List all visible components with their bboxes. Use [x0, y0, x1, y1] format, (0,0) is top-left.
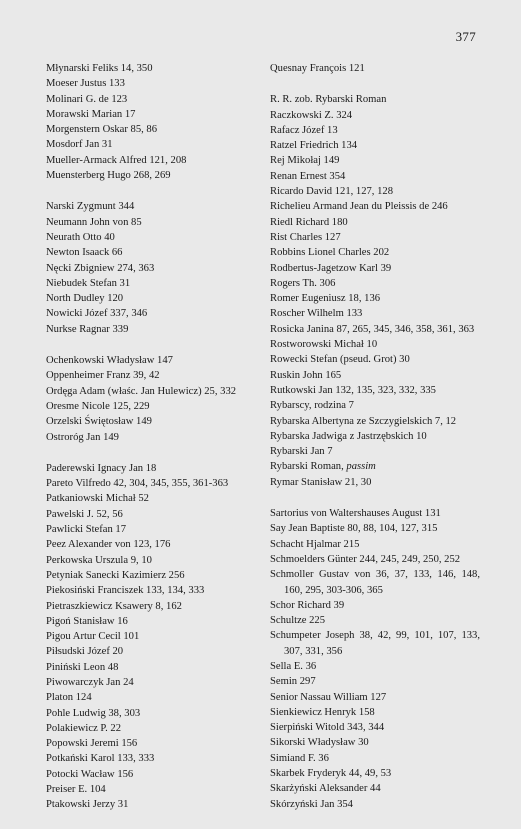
index-column-left [46, 61, 256, 829]
index-entry: Mosdorf Jan 31 [46, 139, 113, 151]
index-entry-name: Rybarski Roman, [270, 461, 344, 473]
index-entry: Rymar Stanisław 21, 30 [270, 476, 372, 488]
index-entry: Skarżyński Aleksander 44 [270, 783, 381, 795]
index-entry: Senior Nassau William 127 [270, 691, 387, 703]
index-entry: Roscher Wilhelm 133 [270, 308, 363, 320]
index-entry: Potkański Karol 133, 333 [46, 753, 155, 765]
index-entry: Sierpiński Witold 343, 344 [270, 722, 385, 734]
index-entry: Schumpeter Joseph 38, 42, 99, 101, 107, 133, 307, 331, 356 [270, 630, 480, 657]
passim-label: passim [346, 461, 376, 473]
index-entry: Say Jean Baptiste 80, 88, 104, 127, 315 [270, 523, 438, 535]
index-entry: Potocki Wacław 156 [46, 768, 134, 780]
index-entry: Moeser Justus 133 [46, 78, 125, 90]
index-entry: R. R. zob. Rybarski Roman [270, 94, 387, 106]
index-entry: Skórzyński Jan 354 [270, 798, 353, 810]
index-group-q [270, 61, 480, 76]
index-entry: Ordęga Adam (właśc. Jan Hulewicz) 25, 332 [46, 385, 237, 397]
index-entry: Ruskin John 165 [270, 369, 342, 381]
index-entry: Rowecki Stefan (pseud. Grot) 30 [270, 354, 410, 366]
index-entry: Petyniak Sanecki Kazimierz 256 [46, 569, 185, 581]
index-entry: Sartorius von Waltershauses August 131 [270, 508, 441, 520]
index-entry: Narski Zygmunt 344 [46, 201, 135, 213]
index-entry: Nowicki Józef 337, 346 [46, 308, 148, 320]
index-entry: Neurath Otto 40 [46, 231, 115, 243]
index-entry: Rybarska Jadwiga z Jastrzębskich 10 [270, 430, 427, 442]
index-entry: Raczkowski Z. 324 [270, 109, 353, 121]
index-group-s [270, 506, 480, 812]
index-entry: Peez Alexander von 123, 176 [46, 539, 171, 551]
index-entry: Newton Isaack 66 [46, 247, 123, 259]
index-entry: Sikorski Władysław 30 [270, 737, 369, 749]
index-entry: Ratzel Friedrich 134 [270, 140, 358, 152]
index-group-o [46, 353, 256, 445]
index-entry: Sella E. 36 [270, 660, 317, 672]
index-entry: North Dudley 120 [46, 293, 124, 305]
index-entry: Simiand F. 36 [270, 752, 329, 764]
index-entry: Nęcki Zbigniew 274, 363 [46, 262, 155, 274]
index-group-m [46, 61, 256, 183]
index-entry: Nurkse Ragnar 339 [46, 323, 129, 335]
index-entry: Piłsudski Józef 20 [46, 646, 124, 658]
index-entry: Ptakowski Jerzy 31 [46, 799, 129, 811]
index-entry: Młynarski Feliks 14, 350 [46, 63, 153, 74]
index-entry: Rostworowski Michał 10 [270, 339, 378, 351]
index-entry: Pigoń Stanisław 16 [46, 615, 128, 627]
index-entry: Rist Charles 127 [270, 231, 341, 243]
index-entry: Niebudek Stefan 31 [46, 277, 131, 289]
index-entry: Morawski Marian 17 [46, 108, 136, 120]
index-entry: Paderewski Ignacy Jan 18 [46, 462, 157, 474]
index-entry: Popowski Jeremi 156 [46, 738, 138, 750]
index-group-r [270, 92, 480, 490]
index-entry: Romer Eugeniusz 18, 136 [270, 293, 381, 305]
index-entry: Oresme Nicole 125, 229 [46, 400, 150, 412]
index-entry: Patkaniowski Michał 52 [46, 493, 149, 505]
index-entry: Rosicka Janina 87, 265, 345, 346, 358, 361, 363 [270, 323, 475, 335]
index-entry: Sienkiewicz Henryk 158 [270, 706, 375, 718]
index-entry: Piniński Leon 48 [46, 661, 119, 673]
index-entry: Morgenstern Oskar 85, 86 [46, 124, 158, 136]
index-entry: Piekosiński Franciszek 133, 134, 333 [46, 585, 205, 597]
index-entry: Richelieu Armand Jean du Pleissis de 246 [270, 201, 448, 213]
index-entry: Ochenkowski Władysław 147 [46, 355, 173, 367]
index-entry: Robbins Lionel Charles 202 [270, 247, 390, 259]
index-entry: Quesnay François 121 [270, 63, 365, 74]
index-entry: Pawelski J. 52, 56 [46, 508, 123, 520]
index-entry: Neumann John von 85 [46, 216, 142, 228]
index-entry: Rafacz Józef 13 [270, 124, 338, 136]
index-entry: Pareto Vilfredo 42, 304, 345, 355, 361-363 [46, 478, 229, 490]
index-entry: Riedl Richard 180 [270, 216, 348, 228]
index-entry: Rogers Th. 306 [270, 277, 336, 289]
index-entry: Semin 297 [270, 676, 316, 688]
index-entry: Preiser E. 104 [46, 784, 106, 796]
index-entry: Mueller-Armack Alfred 121, 208 [46, 154, 187, 166]
index-entry: Perkowska Urszula 9, 10 [46, 554, 152, 566]
index-column-right [270, 61, 480, 828]
index-entry: Pietraszkiewicz Ksawery 8, 162 [46, 600, 182, 612]
index-entry: Rej Mikołaj 149 [270, 155, 340, 167]
index-entry: Ostroróg Jan 149 [46, 431, 119, 443]
index-entry: Oppenheimer Franz 39, 42 [46, 370, 160, 382]
index-group-p [46, 461, 256, 813]
index-entry: Platon 124 [46, 692, 92, 704]
index-entry: Molinari G. de 123 [46, 93, 128, 105]
index-entry: Schacht Hjalmar 215 [270, 538, 360, 550]
index-entry: Ricardo David 121, 127, 128 [270, 186, 393, 198]
index-entry: Pohle Ludwig 38, 303 [46, 707, 141, 719]
index-entry: Piwowarczyk Jan 24 [46, 676, 134, 688]
page-number: 377 [455, 29, 476, 44]
index-entry: Skarbek Fryderyk 44, 49, 53 [270, 768, 392, 780]
index-entry-passim [270, 459, 480, 474]
index-entry: Orzelski Świętosław 149 [46, 416, 152, 428]
index-entry: Rutkowski Jan 132, 135, 323, 332, 335 [270, 384, 436, 396]
index-entry: Polakiewicz P. 22 [46, 722, 122, 734]
index-group-n [46, 199, 256, 337]
index-entry: Schultze 225 [270, 615, 326, 627]
index-entry: Rodbertus-Jagetzow Karl 39 [270, 262, 392, 274]
index-entry: Renan Ernest 354 [270, 170, 346, 182]
index-entry: Schmoller Gustav von 36, 37, 133, 146, 148, 160, 295, 303-306, 365 [270, 569, 480, 596]
index-entry: Rybarska Albertyna ze Szczygielskich 7, 12 [270, 415, 457, 427]
index-entry: Pawlicki Stefan 17 [46, 524, 127, 536]
index-entry: Schmoelders Günter 244, 245, 249, 250, 252 [270, 553, 461, 565]
index-entry: Rybarski Jan 7 [270, 446, 333, 458]
index-entry: Muensterberg Hugo 268, 269 [46, 170, 171, 182]
index-entry: Schor Richard 39 [270, 599, 345, 611]
index-entry: Rybarscy, rodzina 7 [270, 400, 354, 412]
index-entry: Pigou Artur Cecil 101 [46, 631, 140, 643]
